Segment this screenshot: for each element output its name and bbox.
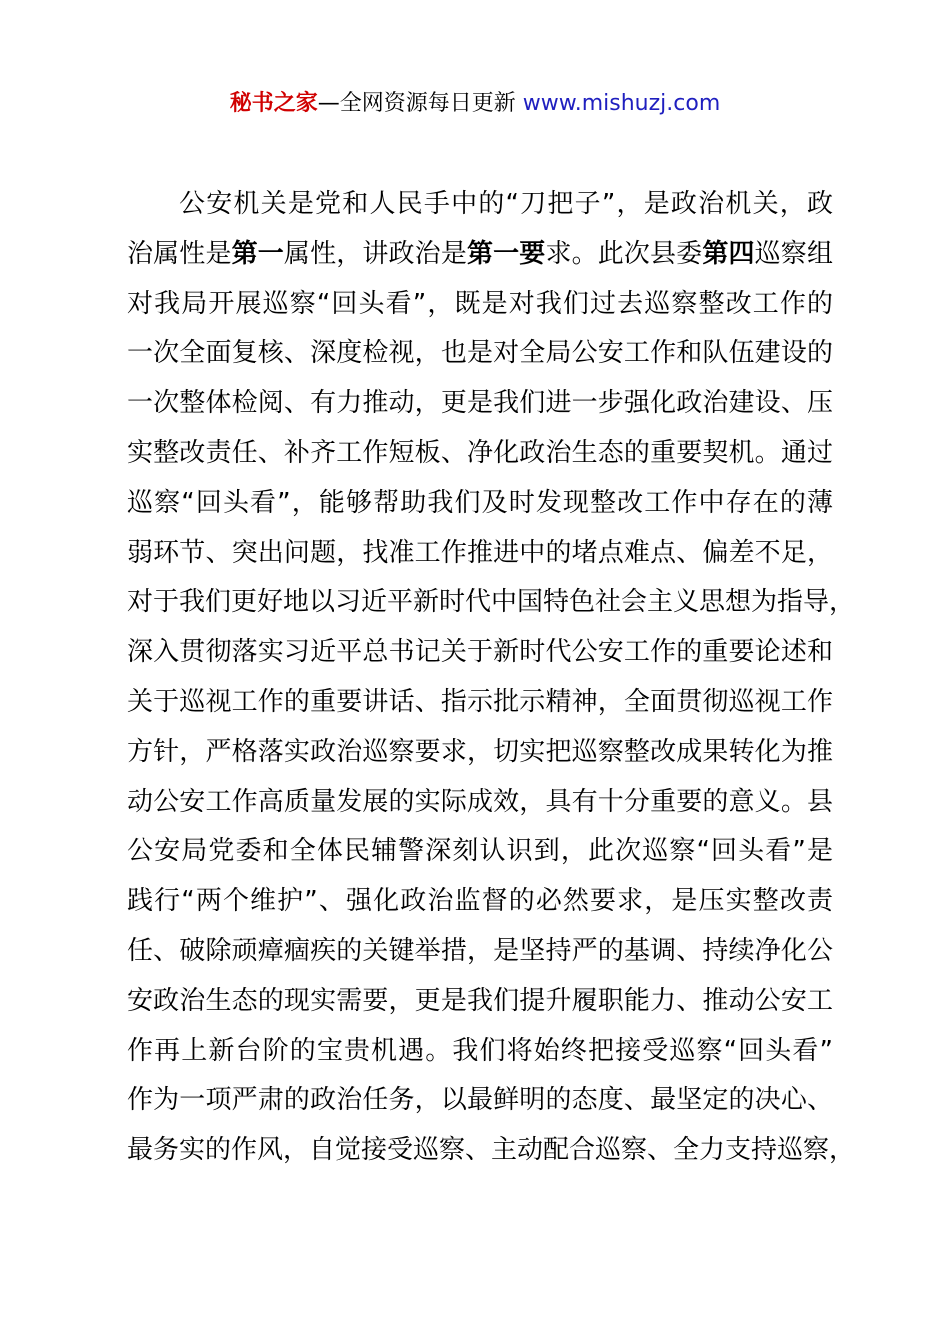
paragraph-line: 公安机关是党和人民手中的“刀把子”，是政治机关，政 — [179, 189, 833, 219]
paragraph-line: 关于巡视工作的重要讲话、指示批示精神，全面贯彻巡视工作 — [127, 686, 833, 717]
paragraph-line: 作再上新台阶的宝贵机遇。我们将始终把接受巡察“回头看” — [127, 1035, 833, 1066]
bold-emphasis: 第一 — [231, 238, 284, 269]
paragraph-line: 一次全面复核、深度检视，也是对全局公安工作和队伍建设的 — [127, 338, 833, 369]
bold-emphasis: 第一要 — [466, 238, 546, 269]
paragraph-line: 安政治生态的现实需要，更是我们提升履职能力、推动公安工 — [127, 985, 833, 1016]
paragraph-line: 对于我们更好地以习近平新时代中国特色社会主义思想为指导， — [127, 587, 856, 618]
bold-emphasis: 第四 — [702, 238, 755, 269]
paragraph-line: 治属性是第一属性，讲政治是第一要求。此次县委第四巡察组 — [127, 238, 833, 269]
paragraph-line: 巡察“回头看”，能够帮助我们及时发现整改工作中存在的薄 — [127, 487, 833, 518]
header-url[interactable]: www.mishuzj.com — [522, 91, 721, 116]
paragraph-line: 实整改责任、补齐工作短板、净化政治生态的重要契机。通过 — [127, 437, 833, 468]
paragraph-line: 作为一项严肃的政治任务，以最鲜明的态度、最坚定的决心、 — [127, 1085, 833, 1116]
paragraph-line: 一次整体检阅、有力推动，更是我们进一步强化政治建设、压 — [127, 388, 833, 419]
brand-name: 秘书之家 — [229, 91, 318, 116]
header-tagline: —全网资源每日更新 — [317, 91, 523, 116]
body-paragraph — [127, 180, 856, 1176]
paragraph-line: 任、破除顽瘴痼疾的关键举措，是坚持严的基调、持续净化公 — [127, 935, 833, 966]
paragraph-line: 对我局开展巡察“回头看”，既是对我们过去巡察整改工作的 — [127, 288, 833, 319]
paragraph-line: 动公安工作高质量发展的实际成效，具有十分重要的意义。县 — [127, 786, 833, 817]
paragraph-line: 深入贯彻落实习近平总书记关于新时代公安工作的重要论述和 — [127, 637, 833, 668]
paragraph-line: 方针，严格落实政治巡察要求，切实把巡察整改成果转化为推 — [127, 736, 833, 767]
paragraph-line: 践行“两个维护”、强化政治监督的必然要求，是压实整改责 — [127, 886, 833, 917]
paragraph-line: 弱环节、突出问题，找准工作推进中的堵点难点、偏差不足， — [127, 537, 833, 568]
paragraph-line: 公安局党委和全体民辅警深刻认识到，此次巡察“回头看”是 — [127, 836, 833, 867]
page-header — [0, 88, 950, 120]
paragraph-line: 最务实的作风，自觉接受巡察、主动配合巡察、全力支持巡察， — [127, 1135, 856, 1166]
